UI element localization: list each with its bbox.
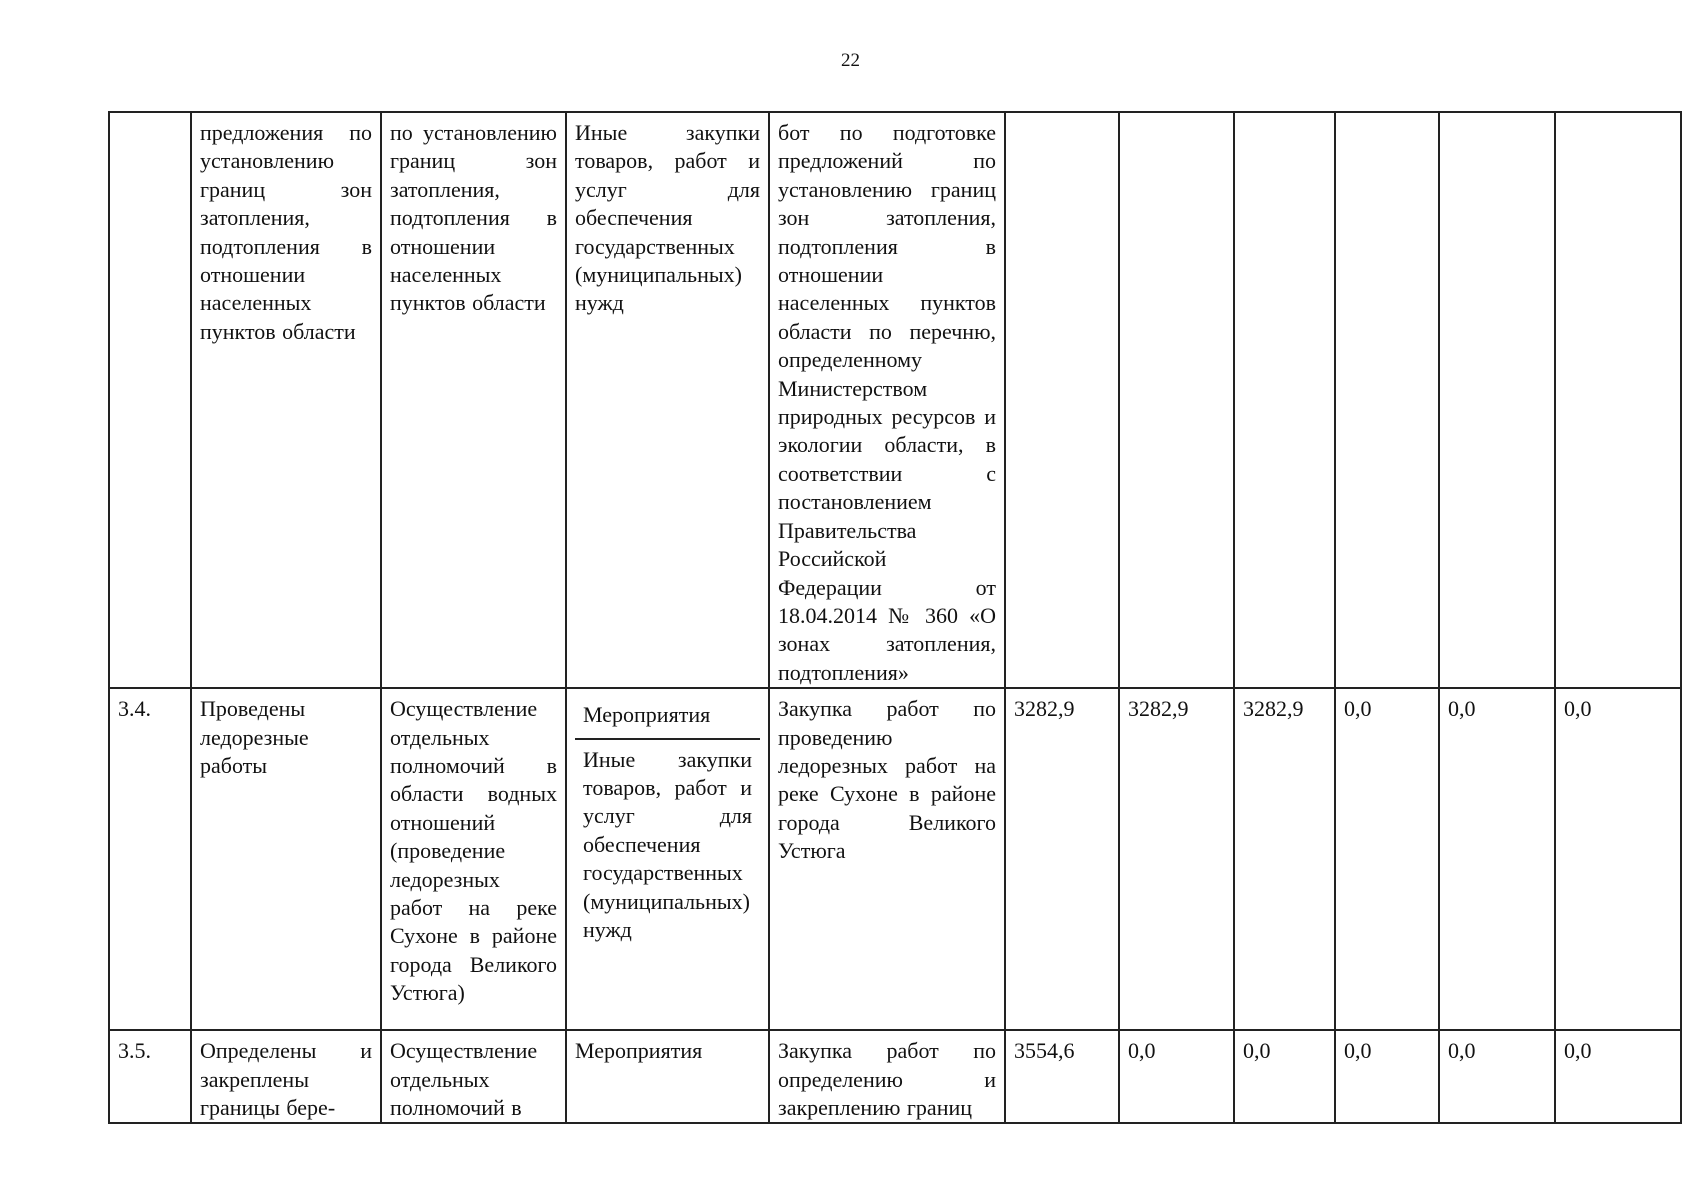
value-cell: 0,0 [1234,1030,1335,1123]
value-cell: 0,0 [1555,1030,1681,1123]
expense-type-cell [566,688,769,1030]
value-cell [1119,112,1234,688]
value-cell: 0,0 [1555,688,1681,1030]
value-cell [1005,112,1119,688]
row-number [109,112,191,688]
value-cell: 3282,9 [1234,688,1335,1030]
value-cell [1335,112,1439,688]
activity-cell: по установлению границ зон затопления, подтопления в отношении населенных пунктов области [381,112,566,688]
value-cell: 0,0 [1439,688,1555,1030]
activity-cell: Осуществление отдельных полномочий в области водных отношений (проведение ледорезных работ на реке Сухоне в районе города Великого Устюга) [381,688,566,1030]
table-row [109,112,1681,688]
result-cell: предложения по установлению границ зон затопления, подтопления в отношении населенных пунктов области [191,112,381,688]
value-cell [1555,112,1681,688]
result-cell: Проведены ледорезные работы [191,688,381,1030]
value-cell [1439,112,1555,688]
activity-cell: Осуществление отдельных полномочий в [381,1030,566,1123]
value-cell: 3282,9 [1005,688,1119,1030]
value-cell: 3554,6 [1005,1030,1119,1123]
value-cell: 3282,9 [1119,688,1234,1030]
value-cell: 0,0 [1439,1030,1555,1123]
table-row [109,688,1681,1030]
value-cell: 0,0 [1335,1030,1439,1123]
table-row [109,1030,1681,1123]
value-cell: 0,0 [1335,688,1439,1030]
expense-type-cell: Мероприятия [566,1030,769,1123]
description-cell: бот по подготовке предложений по установлению границ зон затопления, подтопления в отношении населенных пунктов области по перечню, определенному Министерством природных ресурсов и экологии области, в соответствии с постановлением Правительства Российской Федерации от 18.04.2014 № 360 «О зонах затопления, подтопления» [769,112,1005,688]
expense-type-cell: Иные закупки товаров, работ и услуг для обеспечения государственных (муниципальных) нужд [566,112,769,688]
description-cell: Закупка работ по проведению ледорезных работ на реке Сухоне в районе города Великого Устюга [769,688,1005,1030]
value-cell [1234,112,1335,688]
row-number: 3.5. [109,1030,191,1123]
program-table [108,111,1682,1124]
expense-type-bottom: Иные закупки товаров, работ и услуг для обеспечения государственных (муниципальных) нужд [583,746,752,942]
page-number: 22 [841,50,860,71]
value-cell: 0,0 [1119,1030,1234,1123]
row-number: 3.4. [109,688,191,1030]
expense-type-top: Мероприятия [575,695,760,739]
result-cell: Определены и закреплены границы бере- [191,1030,381,1123]
description-cell: Закупка работ по определению и закреплению границ [769,1030,1005,1123]
